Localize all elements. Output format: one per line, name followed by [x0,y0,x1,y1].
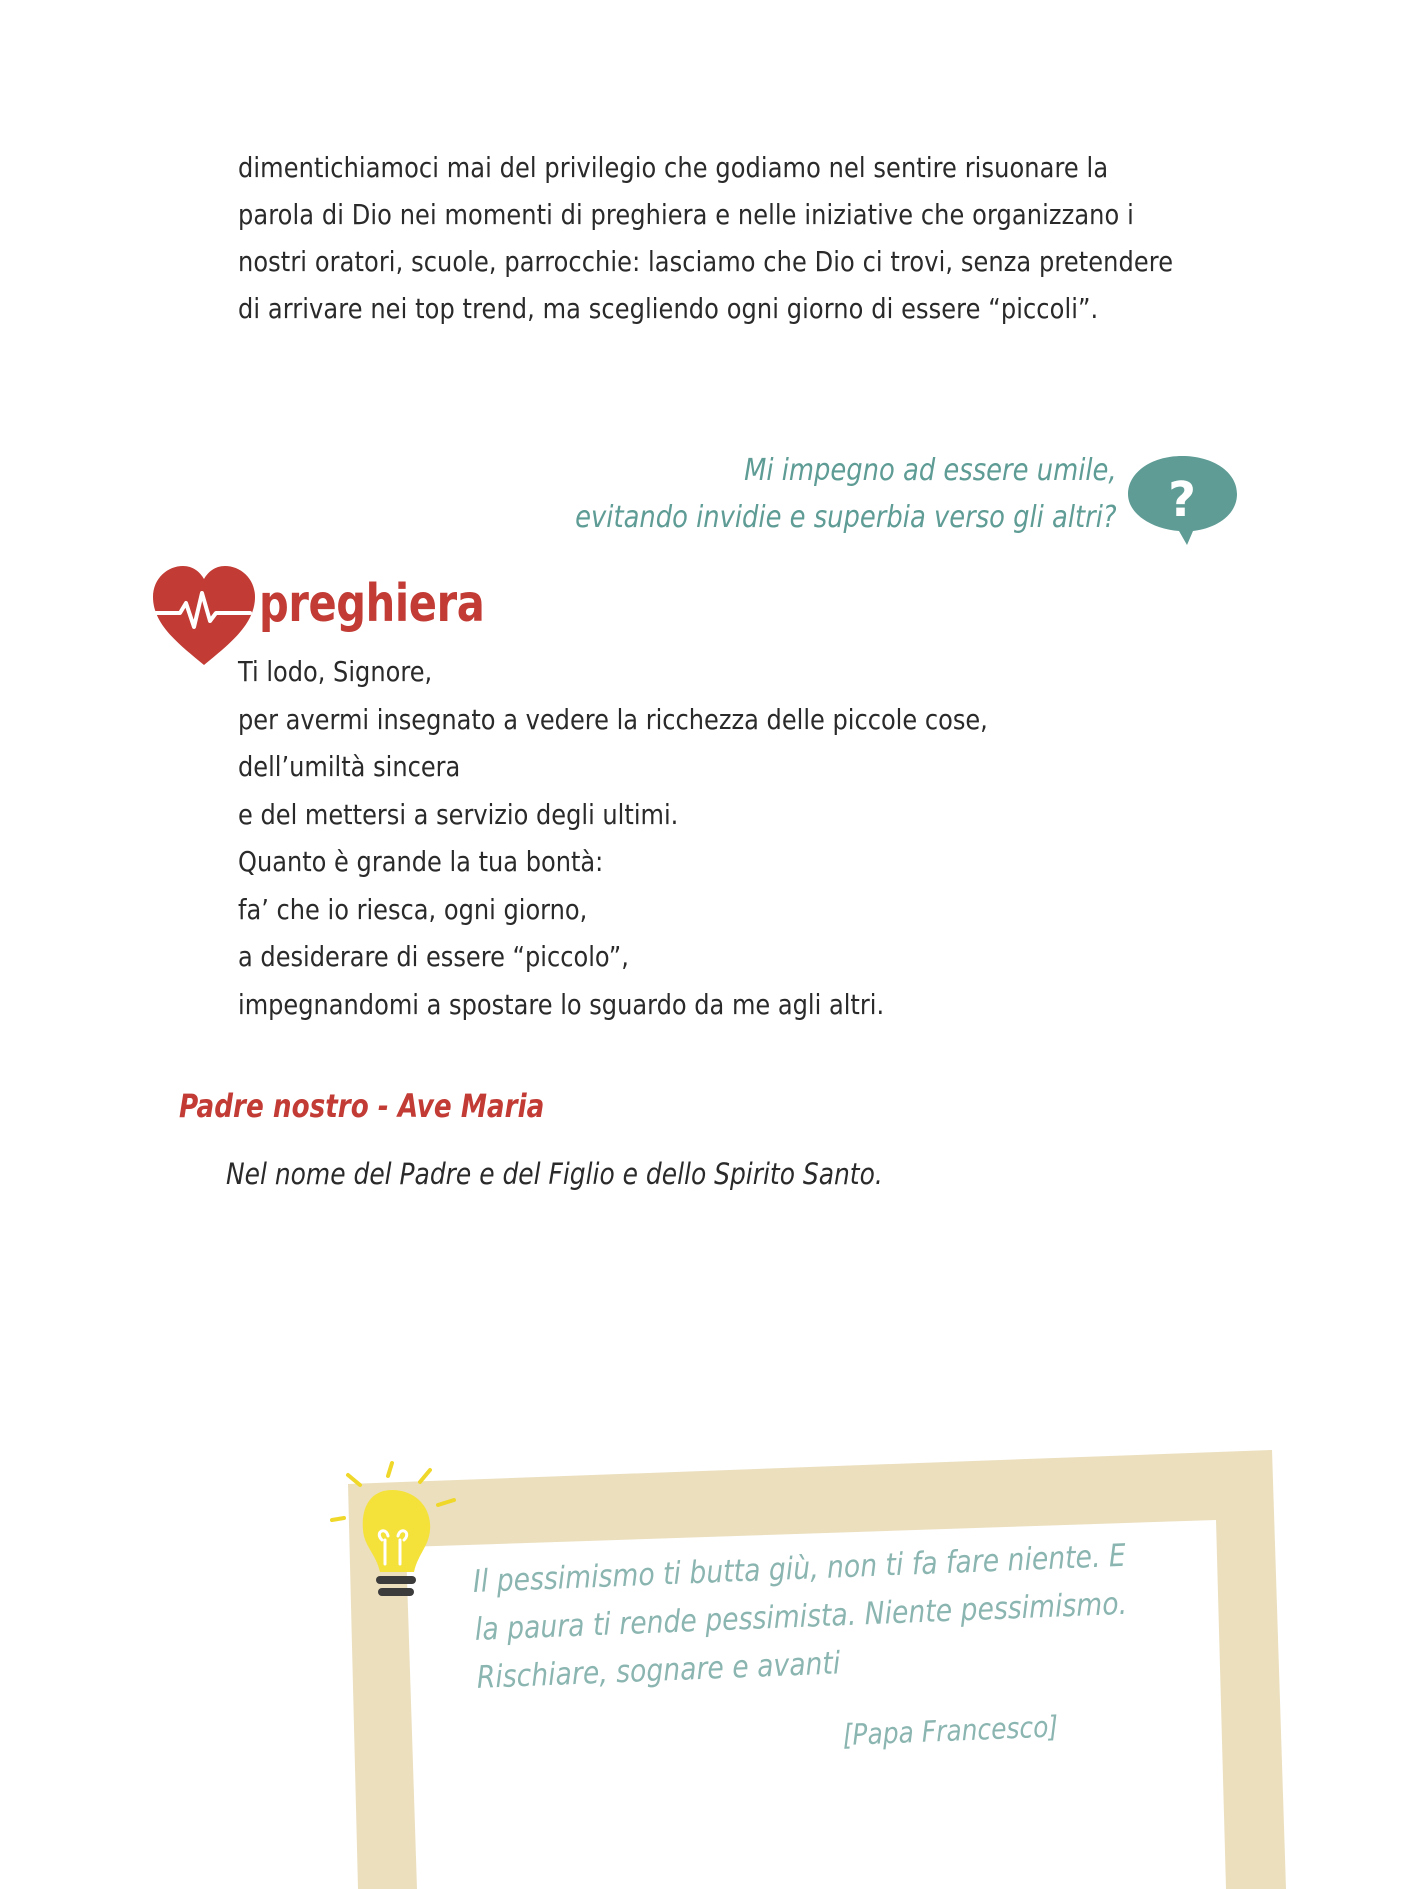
intro-line: di arrivare nei top trend, ma scegliendo ogni giorno di essere “piccoli”. [238,292,1099,325]
blessing-text: Nel nome del Padre e del Figlio e dello Spirito Santo. [226,1157,883,1191]
quote-line: Rischiare, sognare e avanti [476,1645,841,1696]
closing-heading: Padre nostro - Ave Maria [179,1087,545,1125]
intro-line: dimentichiamoci mai del privilegio che godiamo nel sentire risuonare la [238,151,1109,184]
section-title: preghiera [259,574,485,634]
question-mark: ? [1168,472,1196,528]
lightbulb-icon [330,1460,465,1620]
quote-line: Il pessimismo ti butta giù, non ti fa fare niente. E [472,1537,1127,1600]
prayer-line: e del mettersi a servizio degli ultimi. [238,797,679,831]
quote-line: la paura ti rende pessimista. Niente pessimismo. [474,1585,1128,1648]
prayer-line: impegnandomi a spostare lo sguardo da me agli altri. [238,987,885,1021]
question-line: Mi impegno ad essere umile, [744,453,1117,488]
intro-paragraph [238,144,1174,332]
prayer-text [238,648,1098,1028]
intro-line: parola di Dio nei momenti di preghiera e nelle iniziative che organizzano i [238,198,1134,231]
prayer-line: dell’umiltà sincera [238,750,461,783]
prayer-line: a desiderare di essere “piccolo”, [238,940,629,973]
intro-line: nostri oratori, scuole, parrocchie: lasciamo che Dio ci trovi, senza pretendere [238,245,1174,278]
prayer-line: Ti lodo, Signore, [238,655,433,688]
question-bubble-icon [1125,452,1240,547]
prayer-line: Quanto è grande la tua bontà: [238,845,604,878]
prayer-line: per avermi insegnato a vedere la ricchezza delle piccole cose, [238,702,988,736]
reflection-question [576,447,1117,541]
prayer-line: fa’ che io riesca, ogni giorno, [238,892,588,926]
question-line: evitando invidie e superbia verso gli altri? [575,500,1117,535]
quote-text [472,1532,1131,1702]
quote-author: [Papa Francesco] [842,1709,1059,1752]
